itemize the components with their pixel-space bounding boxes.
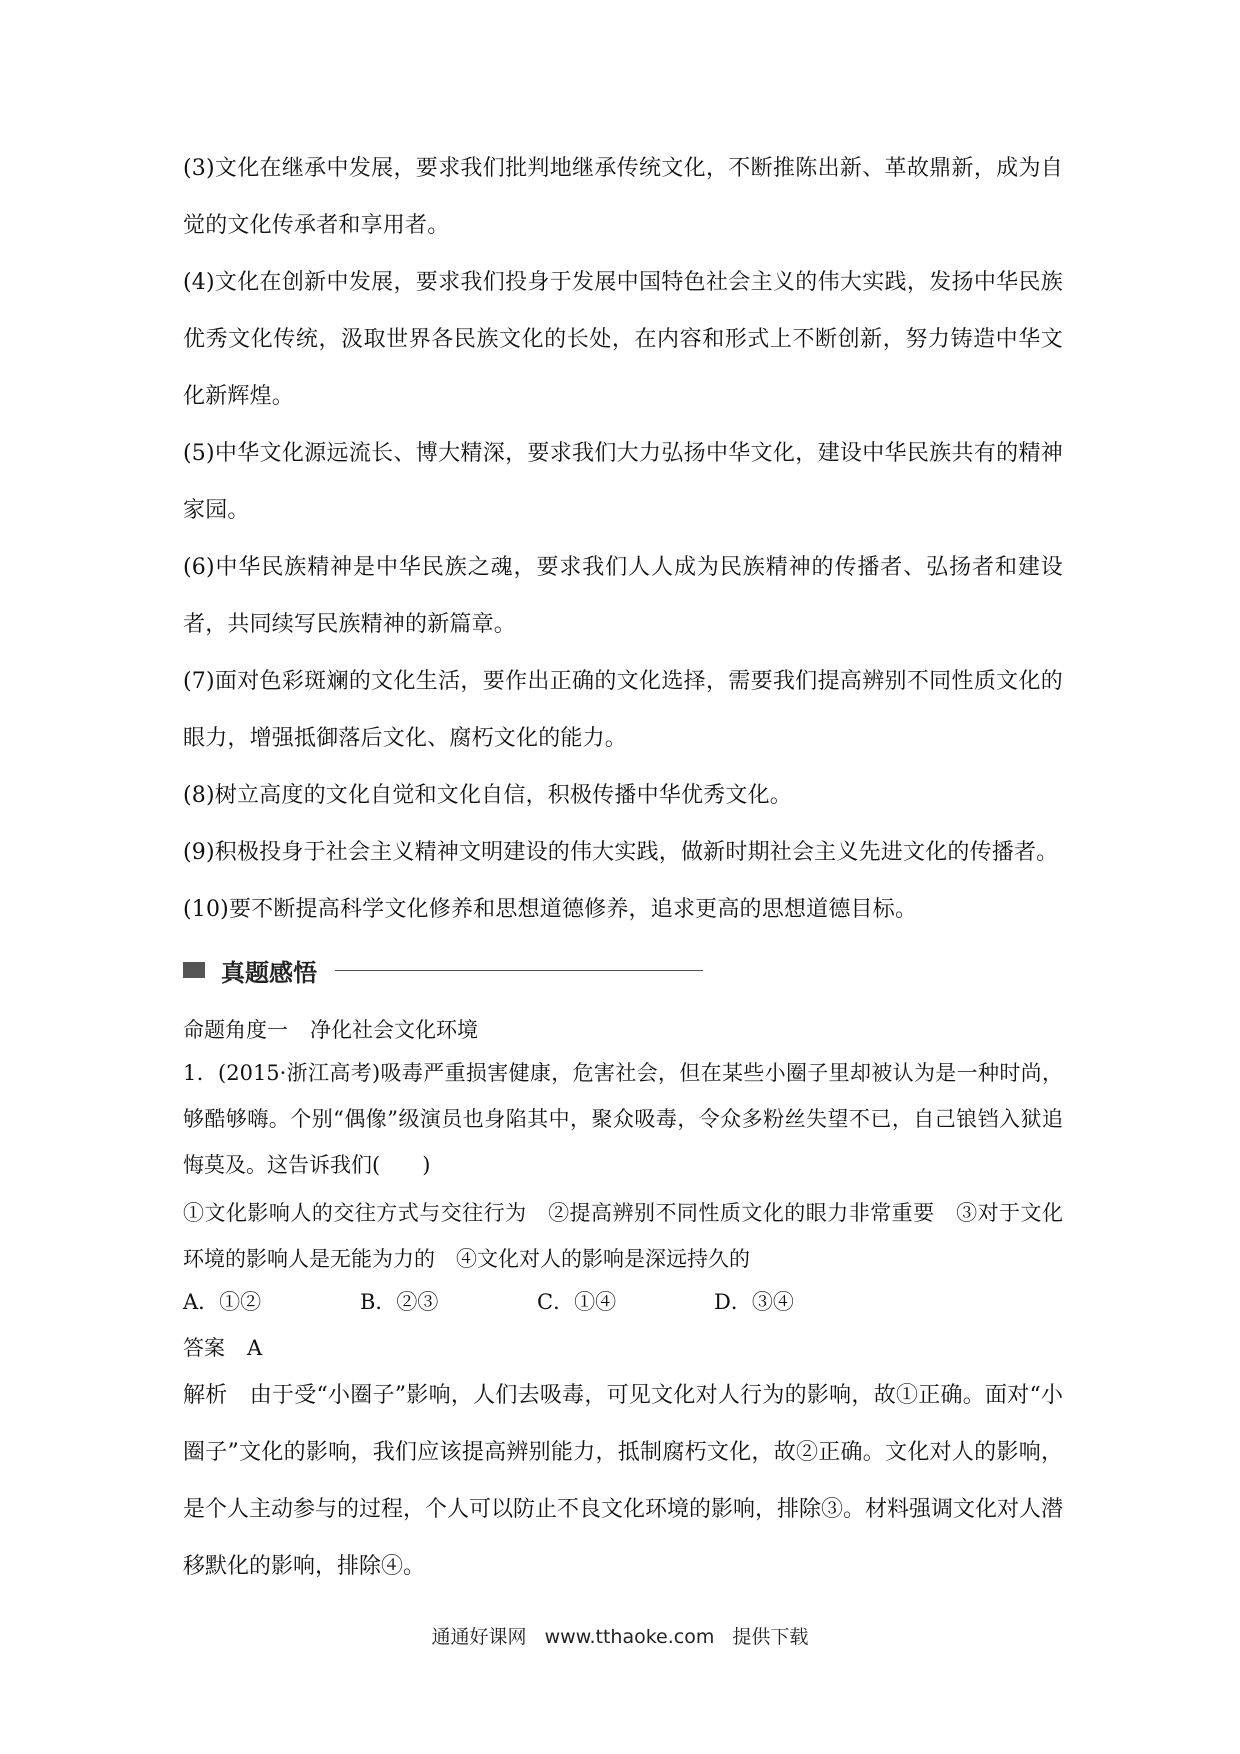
answer-line (183, 1328, 262, 1368)
question-angle (183, 1010, 478, 1050)
footer-suffix: 提供下载 (732, 1626, 809, 1648)
analysis-label: 解析 (183, 1383, 228, 1408)
question-stem: 1．(2015·浙江高考)吸毒严重损害健康，危害社会，但在某些小圈子里却被认为是一种时尚，够酷够嗨。个别“偶像”级演员也身陷其中，聚众吸毒，令众多粉丝失望不已，自己锒铛入狱追悔莫及。这告诉我们( ) (183, 1061, 1063, 1177)
section-divider (335, 970, 703, 971)
answer-label: 答案 (183, 1336, 225, 1360)
page-footer (0, 1622, 1240, 1649)
paragraph-9: (9)积极投身于社会主义精神文明建设的伟大实践，做新时期社会主义先进文化的传播者。 (183, 840, 1059, 865)
footer-site-name: 通通好课网 (431, 1626, 527, 1648)
section-header (183, 952, 703, 988)
paragraph-8: (8)树立高度的文化自觉和文化自信，积极传播中华优秀文化。 (183, 783, 792, 808)
section-title: 真题感悟 (221, 958, 317, 987)
option-a: A．①② (183, 1290, 262, 1314)
question-options (183, 1282, 1063, 1322)
analysis-block (183, 1367, 1063, 1595)
footer-url[interactable]: www.tthaoke.com (544, 1626, 715, 1648)
angle-title: 净化社会文化环境 (310, 1018, 478, 1042)
paragraph-4: (4)文化在创新中发展，要求我们投身于发展中国特色社会主义的伟大实践，发扬中华民族优秀文化传统，汲取世界各民族文化的长处，在内容和形式上不断创新，努力铸造中华文化新辉煌。 (183, 270, 1063, 409)
analysis-text: 由于受“小圈子”影响，人们去吸毒，可见文化对人行为的影响，故①正确。面对“小圈子”文化的影响，我们应该提高辨别能力，抵制腐朽文化，故②正确。文化对人的影响，是个人主动参与的过程，个人可以防止不良文化环境的影响，排除③。材料强调文化对人潜移默化的影响，排除④。 (183, 1383, 1064, 1579)
paragraph-6: (6)中华民族精神是中华民族之魂，要求我们人人成为民族精神的传播者、弘扬者和建设者，共同续写民族精神的新篇章。 (183, 555, 1063, 637)
paragraph-7: (7)面对色彩斑斓的文化生活，要作出正确的文化选择，需要我们提高辨别不同性质文化的眼力，增强抵御落后文化、腐朽文化的能力。 (183, 669, 1063, 751)
option-d: D．③④ (714, 1290, 794, 1314)
section-marker-icon (183, 962, 205, 978)
answer-value: A (247, 1336, 263, 1360)
option-b: B．②③ (360, 1290, 439, 1314)
angle-label: 命题角度一 (183, 1018, 288, 1042)
paragraph-5: (5)中华文化源远流长、博大精深，要求我们大力弘扬中华文化，建设中华民族共有的精神家园。 (183, 441, 1063, 523)
paragraph-10: (10)要不断提高科学文化修养和思想道德修养，追求更高的思想道德目标。 (183, 897, 918, 922)
paragraph-3: (3)文化在继承中发展，要求我们批判地继承传统文化，不断推陈出新、革故鼎新，成为自觉的文化传承者和享用者。 (183, 156, 1063, 238)
option-c: C．①④ (537, 1290, 617, 1314)
question-statements: ①文化影响人的交往方式与交往行为 ②提高辨别不同性质文化的眼力非常重要 ③对于文化环境的影响人是无能为力的 ④文化对人的影响是深远持久的 (183, 1201, 1063, 1271)
